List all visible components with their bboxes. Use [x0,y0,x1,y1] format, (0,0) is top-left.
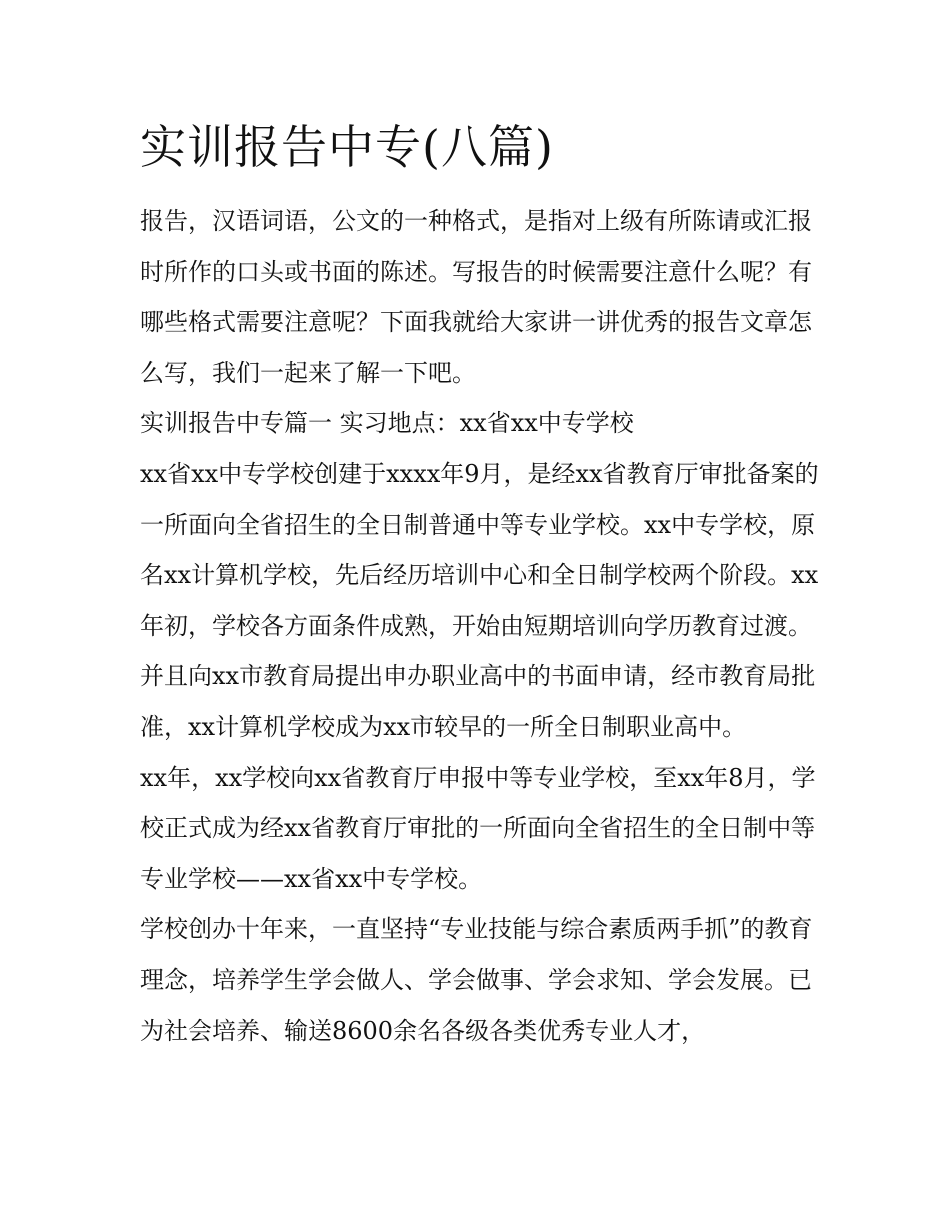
intro-paragraph: 报告，汉语词语，公文的一种格式，是指对上级有所陈请或汇报时所作的口头或书面的陈述。写报告的时候需要注意什么呢？有哪些格式需要注意呢？下面我就给大家讲一讲优秀的报告文章怎么写，我们一起来了解一下吧。 [140,207,812,387]
document-title: 实训报告中专(八篇) [140,120,554,174]
school-upgrade-paragraph: xx年，xx学校向xx省教育厅申报中等专业学校，至xx年8月，学校正式成为经xx省教育厅审批的一所面向全省招生的全日制中等专业学校——xx省xx中专学校。 [140,763,816,893]
school-philosophy-paragraph: 学校创办十年来，一直坚持“专业技能与综合素质两手抓”的教育理念，培养学生学会做人、学会做事、学会求知、学会发展。已为社会培养、输送8600余名各级各类优秀专业人才， [140,915,813,1045]
school-history-paragraph: xx省xx中专学校创建于xxxx年9月，是经xx省教育厅审批备案的一所面向全省招生的全日制普通中等专业学校。xx中专学校，原名xx计算机学校，先后经历培训中心和全日制学校两个阶段。xx年初，学校各方面条件成熟，开始由短期培训向学历教育过渡。并且向xx市教育局提出申办职业高中的书面申请，经市教育局批准，xx计算机学校成为xx市较早的一所全日制职业高中。 [140,459,819,741]
section-heading-paragraph: 实训报告中专篇一 实习地点：xx省xx中专学校 [140,409,634,438]
document-body [140,112,820,1056]
